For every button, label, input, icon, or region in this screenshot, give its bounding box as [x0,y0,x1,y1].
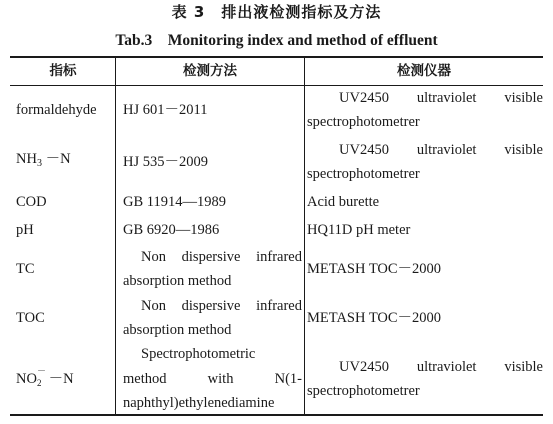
instrument-text: METASH TOC－2000 [307,309,442,326]
row-ph-index [16,218,115,243]
row-ph-method [123,218,302,243]
method-text: Non dispersive infrared absorption method [123,297,302,338]
row-tc-instrument [307,245,543,293]
row-cod-method [123,190,302,215]
column-divider-1 [115,57,116,414]
index-text: COD [16,194,47,211]
method-text: HJ 535－2009 [123,153,208,170]
top-rule [10,56,543,58]
row-no2n-instrument [307,342,543,416]
column-divider-2 [304,57,305,414]
row-tc-index [16,245,115,293]
index-text: NO － 2 －N [16,366,74,389]
row-toc-instrument [307,294,543,342]
row-cod-index [16,190,115,215]
instrument-text: UV2450 ultraviolet visible spectrophotometrer [307,89,543,130]
table-caption-chinese: 表 3 排出液检测指标及方法 [171,3,382,21]
method-text: HJ 601－2011 [123,101,208,118]
instrument-text: UV2450 ultraviolet visible spectrophotometrer [307,141,543,182]
index-text: TOC [16,309,45,326]
row-formaldehyde-instrument [307,86,543,134]
index-text: formaldehyde [16,101,97,118]
row-tc-method [123,245,302,293]
row-nh3n-method [123,138,302,186]
instrument-text: UV2450 ultraviolet visible spectrophotometrer [307,358,543,399]
method-text: GB 11914—1989 [123,194,226,211]
instrument-text: HQ11D pH meter [307,222,411,239]
row-formaldehyde-index [16,86,115,134]
row-no2n-method [123,342,302,416]
row-formaldehyde-method [123,86,302,134]
row-no2n-index [16,342,115,416]
row-ph-instrument [307,218,543,243]
row-toc-index [16,294,115,342]
instrument-text: METASH TOC－2000 [307,260,442,277]
row-toc-method [123,294,302,342]
header-method: 检测方法 [183,63,237,79]
index-text: $NH_3 -N$ [16,151,71,170]
instrument-text: Acid burette [307,194,380,211]
header-index: 指标 [49,63,77,79]
method-text: Spectrophotometric method with N(1-naphthyl)ethylenediamine [123,346,302,412]
method-text: Non dispersive infrared absorption method [123,248,302,289]
row-cod-instrument [307,190,543,215]
row-nh3n-index [16,138,115,186]
method-text: GB 6920—1986 [123,222,220,239]
table-caption-english: Tab.3 Monitoring index and method of effluent [115,32,438,49]
row-nh3n-instrument [307,138,543,186]
header-instrument: 检测仪器 [397,63,451,79]
index-text: pH [16,222,34,239]
index-text: TC [16,260,35,277]
